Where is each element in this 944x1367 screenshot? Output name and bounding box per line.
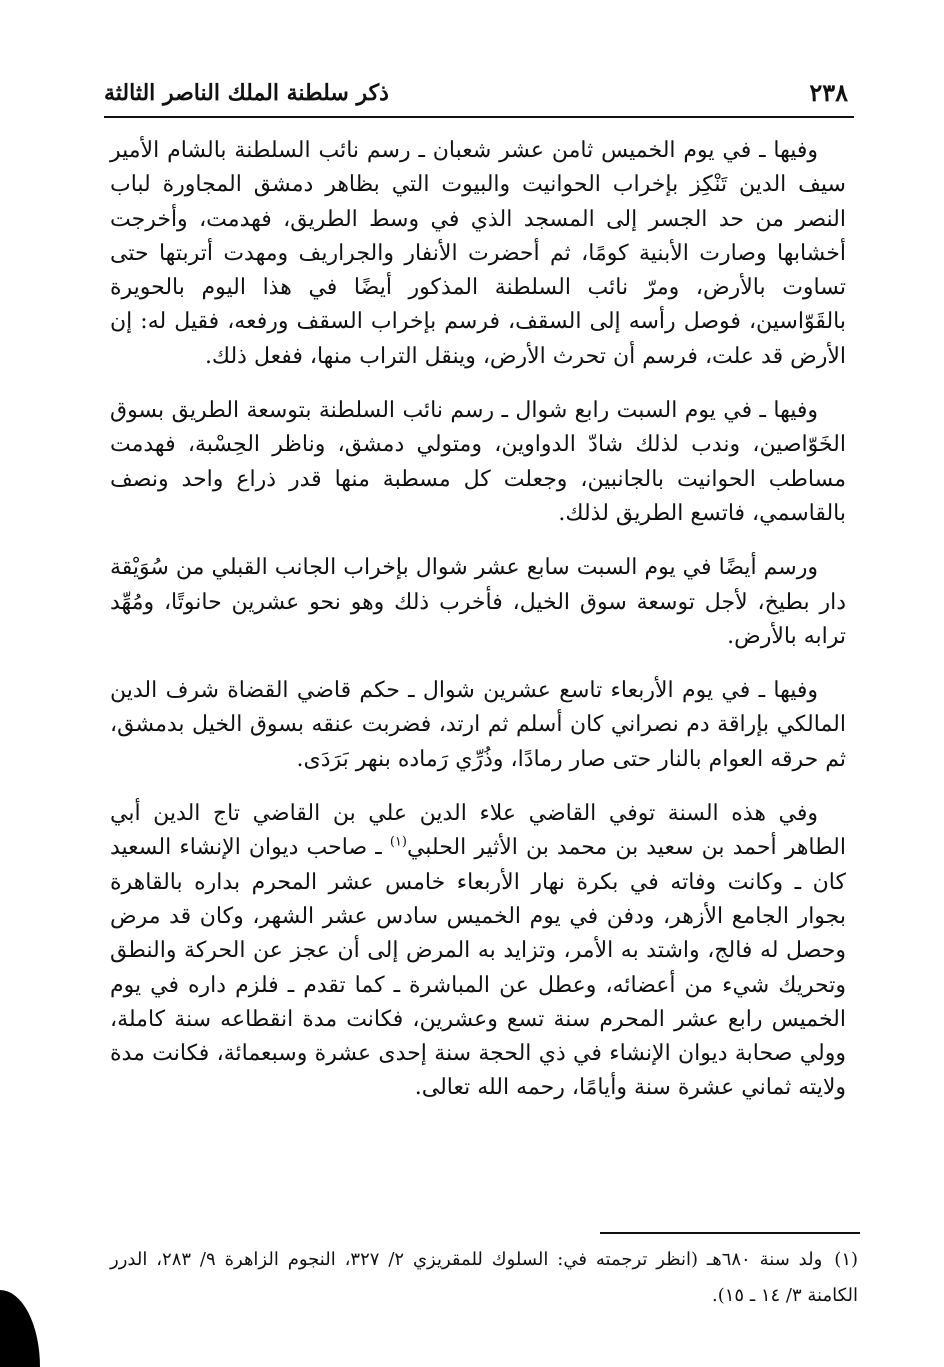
paragraph-1: وفيها ـ في يوم الخميس ثامن عشر شعبان ـ رسم نائب السلطنة بالشام الأمير سيف الدين تَنْكِز بإخراب الحوانيت والبيوت التي بظاهر دمشق المجاورة لباب النصر من حد الجسر إلى المسجد الذي في وسط الطريق، فهدمت، وأخرجت أخشابها وصارت الأبنية كومًا، ثم أحضرت الأنفار والجراريف ومهدت أتربتها حتى تساوت بالأرض، ومرّ نائب السلطنة المذكور أيضًا في هذا اليوم بالحويرة بالقَوّاسين، فوصل رأسه إلى السقف، فرسم بإخراب السقف ورفعه، فقيل له: إن الأرض قد علت، فرسم أن تحرث الأرض، وينقل التراب منها، ففعل ذلك. <box>110 138 846 369</box>
paragraph-3: ورسم أيضًا في يوم السبت سابع عشر شوال بإخراب الجانب القبلي من سُوَيْقة دار بطيخ، لأجل توسعة سوق الخيل، فأخرب ذلك وهو نحو عشرين حانوتًا، ومُهِّد ترابه بالأرض. <box>110 555 846 649</box>
paragraph-5-part-2: ـ صاحب ديوان الإنشاء السعيد كان ـ وكانت وفاته في بكرة نهار الأربعاء خامس عشر المحرم بداره بالقاهرة بجوار الجامع الأزهر، ودفن في يوم الخميس سادس عشر الشهر، وكان قد مرض وحصل له فالج، واشتد به الأمر، وتزايد به المرض إلى أن عجز عن الحركة والنطق وتحريك شيء من أعضائه، وعطل عن المباشرة ـ كما تقدم ـ فلزم داره في يوم الخميس رابع عشر المحرم سنة تسع وعشرين، فكانت مدة انقطاعه سنة كاملة، وولي صحابة ديوان الإنشاء في ذي الحجة سنة إحدى عشرة وسبعمائة، فكانت مدة ولايته ثماني عشرة سنة وأيامًا، رحمه الله تعالى. <box>110 835 846 1101</box>
footnote-divider <box>600 1232 860 1234</box>
footnote-text: ولد سنة ٦٨٠هـ (انظر ترجمته في: السلوك للمقريزي ٢/ ٣٢٧، النجوم الزاهرة ٩/ ٢٨٣، الدرر الكامنة ٣/ ١٤ ـ ١٥). <box>110 1249 858 1306</box>
footnote-mark: (١) <box>834 1249 859 1270</box>
paragraph-4: وفيها ـ في يوم الأربعاء تاسع عشرين شوال ـ حكم قاضي القضاة شرف الدين المالكي بإراقة دم نصراني كان أسلم ثم ارتد، فضربت عنقه بسوق الخيل بدمشق، ثم حرقه العوام بالنار حتى صار رمادًا، وذُرِّي رَماده بنهر بَرَدَى. <box>110 678 846 772</box>
footnote-reference[interactable]: (١) <box>389 835 407 851</box>
paragraph-5 <box>110 797 846 1106</box>
running-title: ذكر سلطنة الملك الناصر الثالثة <box>104 80 389 106</box>
paragraph-5-part-1: وفي هذه السنة توفي القاضي علاء الدين علي بن القاضي تاج الدين أبي الطاهر أحمد بن سعيد بن محمد بن الأثير الحلبي <box>110 801 846 861</box>
page-corner-shadow <box>0 1290 40 1367</box>
page-header <box>104 72 854 118</box>
footnote <box>110 1242 858 1314</box>
page-number: ٢٣٨ <box>809 78 848 107</box>
paragraph-2: وفيها ـ في يوم السبت رابع شوال ـ رسم نائب السلطنة بتوسعة الطريق بسوق الخَوّاصين، وندب لذلك شادّ الدواوين، ومتولي دمشق، وناظر الحِسْبة، فهدمت مساطب الحوانيت بالجانبين، وجعلت كل مسطبة منها قدر ذراع واحد ونصف بالقاسمي، فاتسع الطريق لذلك. <box>110 398 846 526</box>
body-text <box>110 134 846 1126</box>
